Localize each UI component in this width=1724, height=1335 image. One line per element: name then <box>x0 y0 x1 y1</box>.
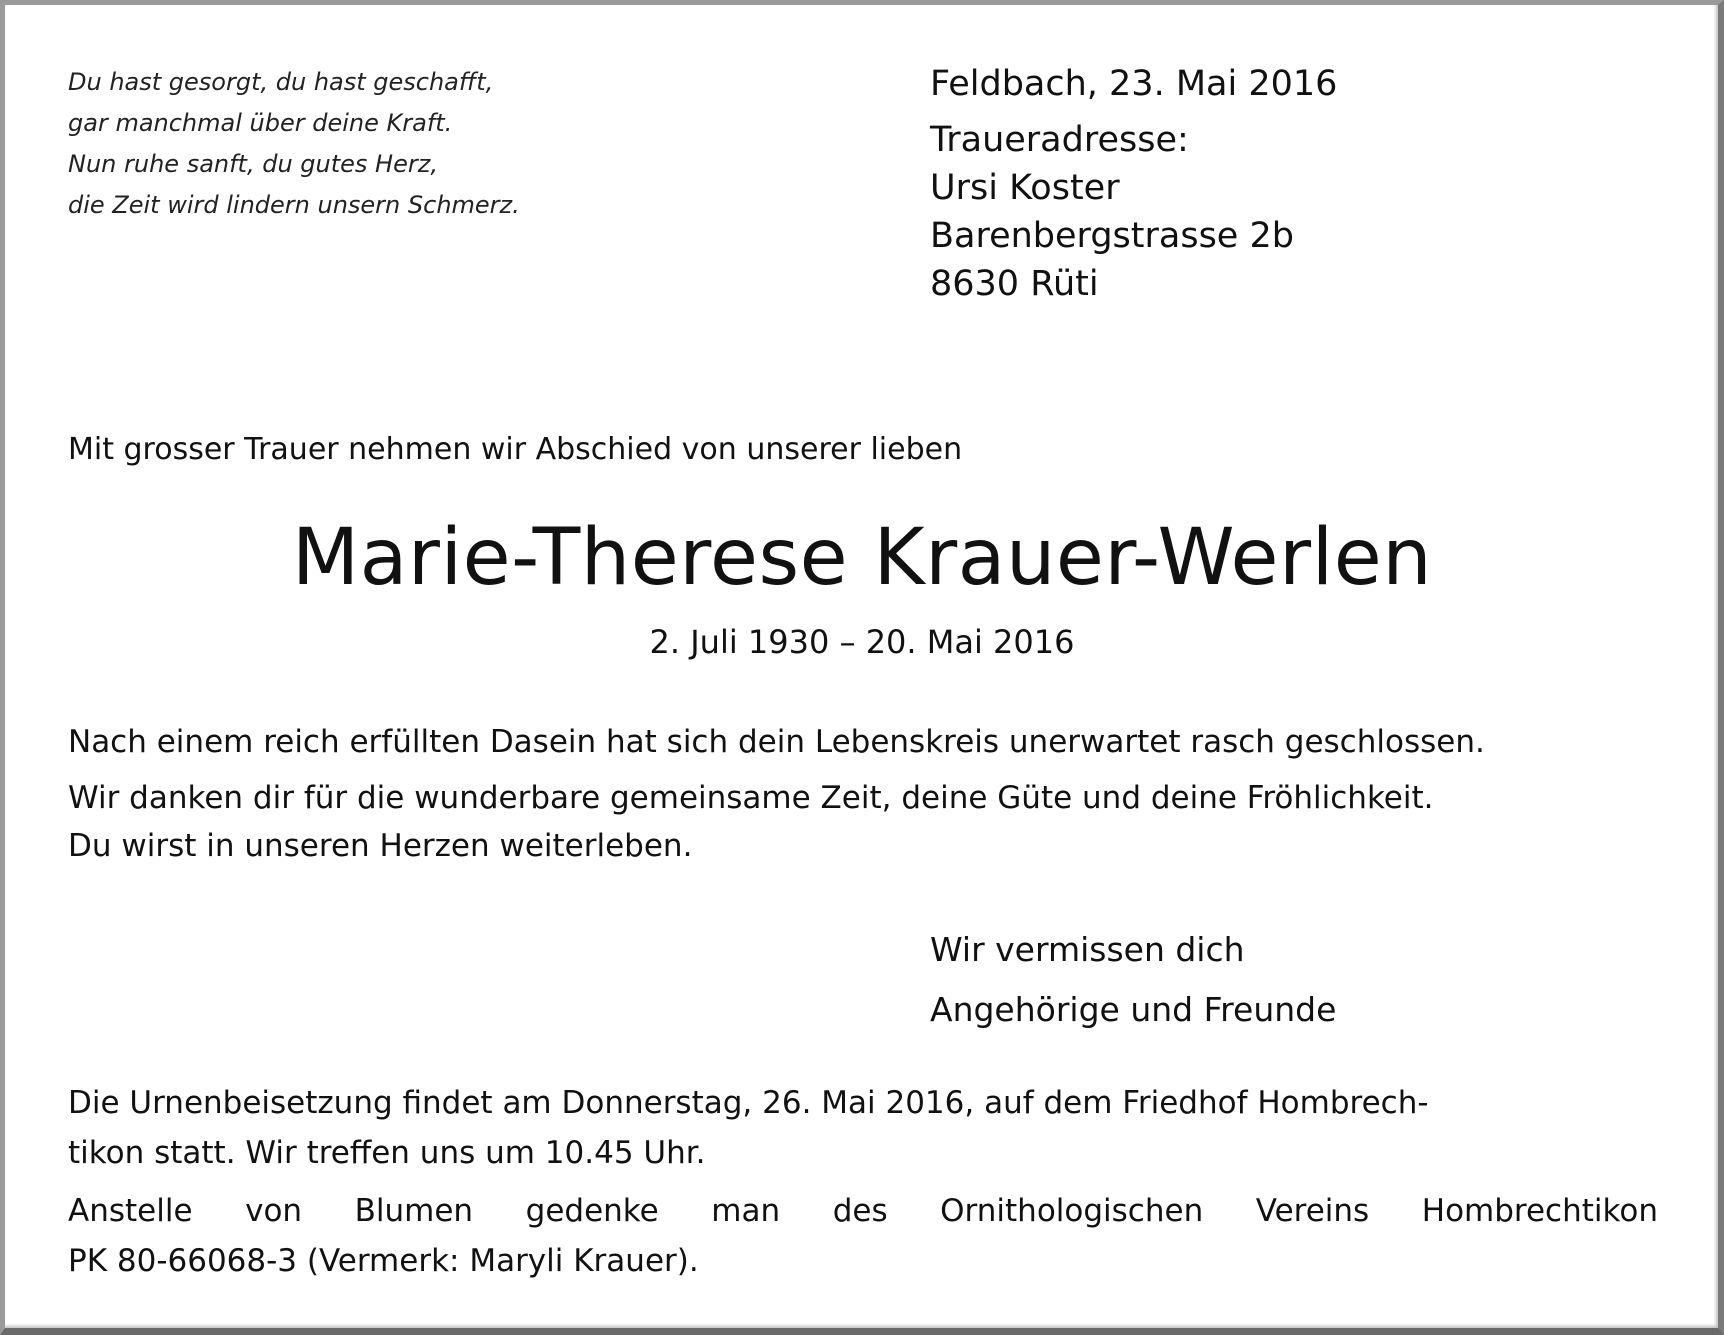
donation-word: Blumen <box>354 1193 474 1229</box>
burial-line: tikon statt. Wir treffen uns um 10.45 Uhr. <box>68 1135 706 1171</box>
donation-word: Vereins <box>1255 1193 1370 1229</box>
poem-line: Nun ruhe sanft, du gutes Herz, <box>68 150 438 178</box>
place-date: Feldbach, 23. Mai 2016 <box>930 64 1338 104</box>
deceased-name: Marie-Therese Krauer-Werlen <box>291 513 1433 603</box>
poem <box>68 62 708 226</box>
donation-word: des <box>832 1193 888 1229</box>
donation-line <box>68 1186 1658 1236</box>
donation-word: Hombrechtikon <box>1421 1193 1658 1229</box>
signoff-line: Wir vermissen dich <box>930 930 1245 969</box>
mourning-address <box>930 60 1650 308</box>
donation-paragraph <box>68 1186 1658 1286</box>
body-line: Nach einem reich erfüllten Dasein hat sich dein Lebenskreis unerwartet rasch geschlossen. <box>68 724 1485 760</box>
address-name: Ursi Koster <box>930 168 1120 208</box>
donation-line: PK 80-66068-3 (Vermerk: Maryli Krauer). <box>68 1243 699 1279</box>
donation-word: Ornithologischen <box>940 1193 1204 1229</box>
address-city: 8630 Rüti <box>930 264 1099 304</box>
body-line: Wir danken dir für die wunderbare gemeinsame Zeit, deine Güte und deine Fröhlichkeit. <box>68 780 1434 816</box>
donation-word: von <box>245 1193 303 1229</box>
poem-line: gar manchmal über deine Kraft. <box>68 109 453 137</box>
burial-paragraph <box>68 1078 1658 1178</box>
life-dates: 2. Juli 1930 – 20. Mai 2016 <box>649 623 1075 661</box>
address-street: Barenbergstrasse 2b <box>930 216 1294 256</box>
burial-line: Die Urnenbeisetzung findet am Donnerstag, 26. Mai 2016, auf dem Friedhof Hombrech- <box>68 1085 1429 1121</box>
body-text <box>68 718 1658 870</box>
signoff <box>930 920 1336 1040</box>
donation-word: gedenke <box>525 1193 659 1229</box>
burial-info <box>68 1078 1658 1286</box>
poem-line: die Zeit wird lindern unsern Schmerz. <box>68 191 520 219</box>
donation-word: man <box>711 1193 781 1229</box>
announcement-intro: Mit grosser Trauer nehmen wir Abschied von unserer lieben <box>68 432 963 467</box>
donation-word: Anstelle <box>68 1193 193 1229</box>
address-label: Traueradresse: <box>930 120 1189 160</box>
body-line: Du wirst in unseren Herzen weiterleben. <box>68 828 693 864</box>
signoff-line: Angehörige und Freunde <box>930 990 1337 1029</box>
poem-line: Du hast gesorgt, du hast geschafft, <box>68 68 494 96</box>
